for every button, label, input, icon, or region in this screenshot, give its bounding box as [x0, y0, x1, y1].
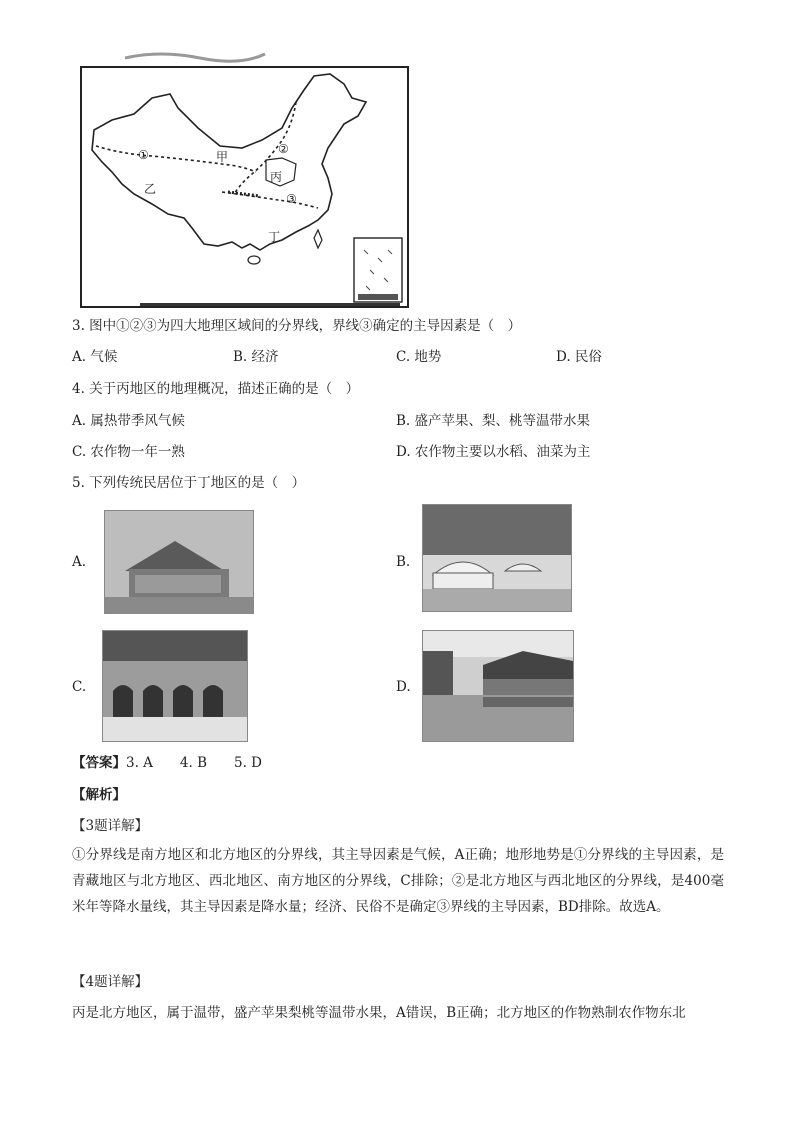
- q3-option-b: B. 经济: [233, 349, 279, 365]
- q4-option-a: A. 属热带季风气候: [72, 413, 185, 429]
- boundary-line-1: [96, 146, 256, 172]
- q3-option-a: A. 气候: [72, 349, 118, 365]
- question-5-stem: 5. 下列传统民居位于丁地区的是（ ）: [72, 475, 306, 491]
- siheyuan-photo: [104, 510, 254, 614]
- q4-option-c: C. 农作物一年一熟: [72, 444, 185, 460]
- q5-option-d: D.: [396, 679, 411, 695]
- scan-artifact: [120, 46, 270, 64]
- q3-option-c: C. 地势: [396, 349, 442, 365]
- q4-analysis-text: 丙是北方地区，属于温带，盛产苹果梨桃等温带水果，A错误，B正确；北方地区的作物熟制农作物东北: [72, 1005, 686, 1021]
- yurt-photo: [422, 504, 572, 612]
- q4-option-d: D. 农作物主要以水稻、油菜为主: [396, 444, 591, 460]
- answer-tag: 【答案】: [72, 755, 126, 771]
- q5-option-b: B.: [396, 554, 411, 570]
- map-bottom-rule: [140, 303, 400, 306]
- q3-analysis-text: ①分界线是南方地区和北方地区的分界线，其主导因素是气候，A正确；地形地势是①分界线的主导因素，是青藏地区与北方地区、西北地区、南方地区的分界线，C排除；②是北方地区与西北地区的分界线，是400毫米年等降水量线，其主导因素是降水量；经济、民俗不是确定③界线的主导因素，BD排除。故选A。: [72, 847, 724, 915]
- china-outline: [92, 74, 366, 250]
- map-label-line1: ①: [138, 148, 149, 162]
- map-label-yi: 乙: [144, 182, 157, 196]
- q4-option-b: B. 盛产苹果、梨、桃等温带水果: [396, 413, 591, 429]
- china-region-map: [80, 66, 409, 308]
- analysis-tag: 【解析】: [72, 787, 126, 803]
- q4-analysis-tag: 【4题详解】: [72, 974, 149, 990]
- question-4-stem: 4. 关于丙地区的地理概况，描述正确的是（ ）: [72, 381, 360, 397]
- map-label-jia: 甲: [216, 150, 229, 164]
- q5-option-c: C.: [72, 679, 87, 695]
- map-label-bing: 丙: [270, 170, 283, 184]
- answer-line: [72, 753, 262, 773]
- question-3-stem: 3. 图中①②③为四大地理区域间的分界线，界线③确定的主导因素是（ ）: [72, 318, 522, 334]
- cave-dwelling-photo: [102, 630, 248, 742]
- q3-analysis-tag: 【3题详解】: [72, 818, 149, 834]
- water-town-photo: [422, 630, 574, 742]
- map-label-line2: ②: [278, 142, 289, 156]
- q3-option-d: D. 民俗: [556, 349, 602, 365]
- q5-option-a: A.: [72, 554, 87, 570]
- map-label-line3: ③: [286, 192, 297, 206]
- map-label-ding: 丁: [268, 230, 281, 244]
- answer-text: 3. A 4. B 5. D: [126, 755, 263, 771]
